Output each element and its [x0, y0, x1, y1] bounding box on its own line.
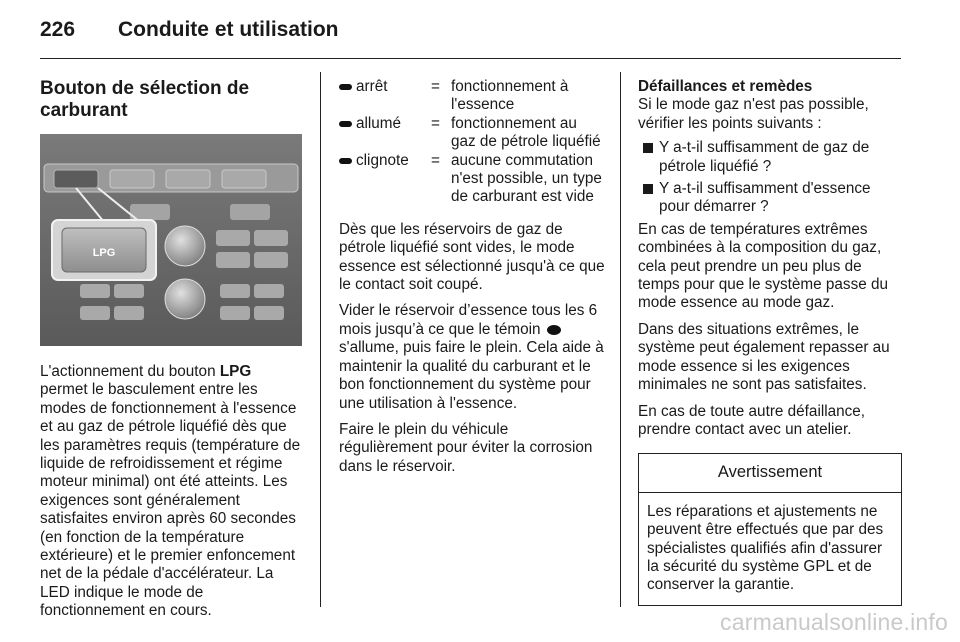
bullet-icon	[643, 143, 653, 153]
header-rule	[40, 58, 901, 59]
column-right	[638, 78, 902, 606]
intro-paragraph: L'actionnement du bouton LPG permet le basculement entre les modes de fonctionnement à l'essence et au gaz de pétrole liquéfié dès que les paramètres requis (température de liquide de refroidissement et régime moteur minimal) ont été atteints. Les exigences sont généralement satisfaites environ après 60 secondes (en fonction de la température extérieure) et le premier enfoncement net de la pédale d'accélérateur. La LED indique le mode de fonctionnement en cours.	[40, 363, 301, 620]
empty-tank-paragraph: Dès que les réservoirs de gaz de pétrole liquéfié sont vides, le mode essence est sélectionné jusqu'à ce que le contact soit coupé.	[339, 220, 605, 294]
led-row-on: allumé = fonctionnement au gaz de pétrole liquéfié	[339, 115, 605, 152]
led-icon	[339, 84, 352, 90]
led-icon	[339, 121, 352, 127]
led-state-table	[339, 78, 605, 207]
lpg-button-photo	[40, 134, 302, 346]
extreme-situation-paragraph: Dans des situations extrêmes, le système peut également repasser au mode essence si les exigences minimales ne sont pas satisfaites.	[638, 320, 890, 394]
column-divider	[320, 72, 321, 607]
led-icon	[339, 158, 352, 164]
extreme-temp-paragraph: En cas de températures extrêmes combinées à la composition du gaz, cela peut prendre un peu plus de temps pour que le système passe du mode essence au mode gaz.	[638, 220, 888, 312]
lpg-button-label: LPG	[92, 247, 116, 259]
list-item: Y a-t-il suffisamment de gaz de pétrole liquéfié ?	[638, 139, 902, 176]
check-list	[638, 139, 902, 217]
page-number: 226	[40, 18, 76, 41]
column-middle	[339, 78, 605, 476]
page-header	[40, 18, 339, 48]
troubleshooting-heading: Défaillances et remèdes	[638, 78, 813, 95]
corrosion-paragraph: Faire le plein du véhicule régulièrement pour éviter la corrosion dans le réservoir.	[339, 420, 593, 475]
list-item: Y a-t-il suffisamment d'essence pour démarrer ?	[638, 180, 902, 217]
column-left	[40, 78, 302, 621]
refuel-paragraph: Vider le réservoir d’essence tous les 6 mois jusqu’à ce que le témoin s'allume, puis faire le plein. Cela aide à maintenir la qualité du carburant et le bon fonctionnement du système pour une utilisation à l'essence.	[339, 302, 604, 412]
section-title: Bouton de sélection de carburant	[40, 78, 250, 121]
bullet-icon	[643, 184, 653, 194]
warning-body: Les réparations et ajustements ne peuvent être effectués que par des spécialistes qualifiés afin d'assurer la sécurité du système GPL et de conserver la garantie.	[647, 502, 884, 594]
troubleshooting-intro: Si le mode gaz n'est pas possible, vérifier les points suivants :	[638, 96, 869, 132]
warning-title: Avertissement	[639, 454, 901, 492]
column-divider	[620, 72, 621, 607]
running-title: Conduite et utilisation	[118, 18, 339, 41]
fuel-warning-icon	[547, 325, 561, 335]
led-row-off: arrêt = fonctionnement à l'essence	[339, 78, 605, 115]
warning-box	[638, 453, 902, 605]
watermark: carmanualsonline.info	[720, 609, 948, 635]
contact-workshop-paragraph: En cas de toute autre défaillance, prendre contact avec un atelier.	[638, 402, 866, 438]
led-row-flashing: clignote = aucune commutation n'est possible, un type de carburant est vide	[339, 152, 605, 207]
lpg-keyword: LPG	[219, 363, 252, 380]
